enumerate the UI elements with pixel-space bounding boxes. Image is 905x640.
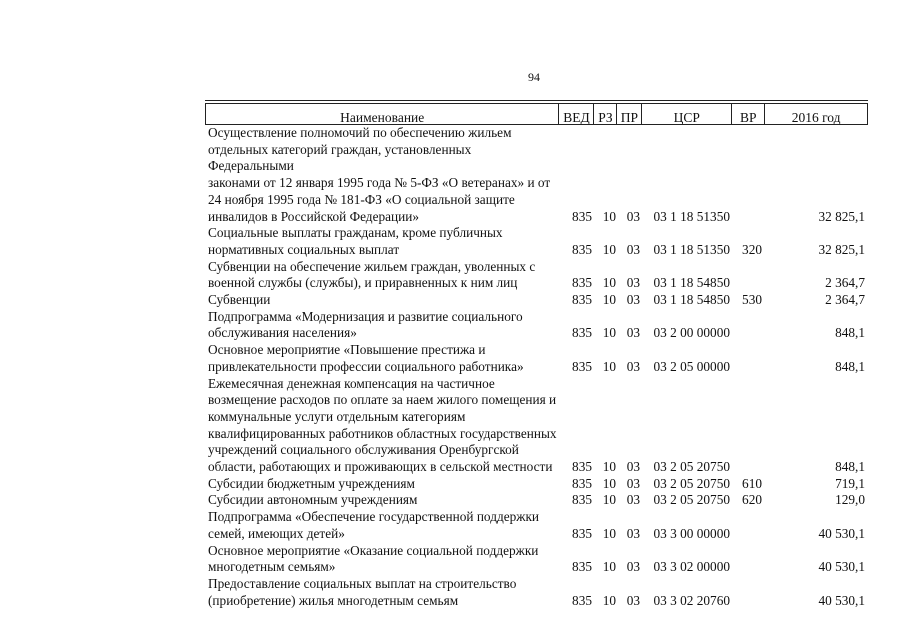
row-rz: 10 [602,241,616,257]
row-amount: 32 825,1 [818,208,865,224]
header-csr: ЦСР [642,104,732,124]
row-pr: 03 [626,292,640,308]
row-name [205,125,559,225]
header-vr: ВР [732,104,765,124]
row-amount: 848,1 [835,325,865,341]
row-pr: 03 [626,592,640,608]
row-csr: 03 1 18 51350 [653,208,730,224]
row-pr: 03 [626,559,640,575]
row-pr: 03 [626,325,640,341]
row-csr: 03 2 05 20750 [653,492,730,508]
row-ved: 835 [572,358,592,374]
row-rz: 10 [602,292,616,308]
row-pr: 03 [626,459,640,475]
header-name: Наименование [206,104,559,124]
header-ved: ВЕД [559,104,594,124]
row-ved: 835 [572,325,592,341]
row-amount: 40 530,1 [818,592,865,608]
table-row [205,376,868,476]
row-name [205,342,559,375]
row-vr: 320 [742,241,762,257]
row-name-line: обслуживания населения» [208,325,357,341]
row-rz: 10 [602,492,616,508]
table-top-rule [205,100,868,101]
row-name-line: квалифицированных работников областных государственных [208,425,557,441]
table-row [205,309,868,342]
row-name-line: законами от 12 января 1995 года № 5-ФЗ «О ветеранах» и от [208,175,551,191]
row-pr: 03 [626,358,640,374]
table-row [205,292,868,309]
row-rz: 10 [602,592,616,608]
table-row [205,476,868,493]
table-row [205,543,868,576]
row-ved: 835 [572,208,592,224]
row-pr: 03 [626,492,640,508]
row-name [205,576,559,609]
row-csr: 03 3 02 20760 [653,592,730,608]
table-body [205,125,868,609]
row-rz: 10 [602,475,616,491]
row-name-line: Субсидии бюджетным учреждениям [208,475,415,491]
row-name [205,476,559,493]
row-name-line: (приобретение) жилья многодетным семьям [208,592,459,608]
row-ved: 835 [572,525,592,541]
row-amount: 848,1 [835,459,865,475]
row-rz: 10 [602,275,616,291]
row-name-line: Осуществление полномочий по обеспечению жильем [208,125,512,140]
row-name-line: Субвенции [208,292,271,308]
row-ved: 835 [572,275,592,291]
row-name [205,376,559,476]
header-pr: ПР [617,104,642,124]
row-vr: 610 [742,475,762,491]
header-rz: РЗ [594,104,617,124]
row-amount: 129,0 [835,492,865,508]
row-name [205,225,559,258]
table-row [205,225,868,258]
row-name [205,543,559,576]
row-ved: 835 [572,592,592,608]
row-ved: 835 [572,492,592,508]
row-rz: 10 [602,459,616,475]
row-name-line: семей, имеющих детей» [208,525,345,541]
row-csr: 03 1 18 54850 [653,292,730,308]
row-name-line: 24 ноября 1995 года № 181-ФЗ «О социальной защите [208,191,515,207]
row-name-line: Ежемесячная денежная компенсация на частичное [208,375,495,391]
row-csr: 03 3 02 00000 [653,559,730,575]
table-row [205,492,868,509]
row-csr: 03 2 05 00000 [653,358,730,374]
table-row [205,125,868,225]
row-ved: 835 [572,475,592,491]
row-csr: 03 1 18 54850 [653,275,730,291]
row-amount: 719,1 [835,475,865,491]
row-amount: 40 530,1 [818,559,865,575]
row-name-line: многодетным семьям» [208,559,336,575]
row-name [205,492,559,509]
table-row [205,259,868,292]
row-amount: 32 825,1 [818,241,865,257]
table-row [205,342,868,375]
row-name-line: нормативных социальных выплат [208,241,400,257]
row-name [205,309,559,342]
row-csr: 03 1 18 51350 [653,241,730,257]
row-rz: 10 [602,525,616,541]
row-name-line: Субвенции на обеспечение жильем граждан, уволенных с [208,258,536,274]
row-amount: 2 364,7 [825,292,865,308]
row-name-line: возмещение расходов по оплате за наем жилого помещения и [208,392,557,408]
row-vr: 530 [742,292,762,308]
row-name-line: области, работающих и проживающих в сельской местности [208,459,553,475]
row-rz: 10 [602,559,616,575]
row-csr: 03 2 05 20750 [653,459,730,475]
row-pr: 03 [626,525,640,541]
row-name-line: инвалидов в Российской Федерации» [208,208,420,224]
row-ved: 835 [572,459,592,475]
budget-table [205,100,868,609]
row-name-line: военной службы (службы), и приравненных к ним лиц [208,275,518,291]
row-pr: 03 [626,475,640,491]
row-name [205,292,559,309]
row-csr: 03 2 05 20750 [653,475,730,491]
row-ved: 835 [572,241,592,257]
row-name [205,259,559,292]
row-name-line: Основное мероприятие «Повышение престижа и [208,342,486,358]
row-name-line: привлекательности профессии социального работника» [208,358,524,374]
row-ved: 835 [572,292,592,308]
table-row [205,576,868,609]
table-header [205,103,868,125]
row-name-line: отдельных категорий граждан, установленных Федеральными [208,141,472,174]
row-name-line: коммунальные услуги отдельным категориям [208,408,466,424]
row-name [205,509,559,542]
row-ved: 835 [572,559,592,575]
row-amount: 848,1 [835,358,865,374]
row-name-line: Социальные выплаты гражданам, кроме публичных [208,225,503,241]
row-rz: 10 [602,358,616,374]
header-year: 2016 год [765,104,868,124]
row-amount: 40 530,1 [818,525,865,541]
row-pr: 03 [626,275,640,291]
row-rz: 10 [602,208,616,224]
row-name-line: учреждений социального обслуживания Оренбургской [208,442,519,458]
row-name-line: Предоставление социальных выплат на строительство [208,575,517,591]
row-rz: 10 [602,325,616,341]
row-csr: 03 3 00 00000 [653,525,730,541]
row-vr: 620 [742,492,762,508]
row-csr: 03 2 00 00000 [653,325,730,341]
page-number: 94 [528,70,540,84]
row-name-line: Основное мероприятие «Оказание социальной поддержки [208,542,539,558]
row-pr: 03 [626,208,640,224]
row-pr: 03 [626,241,640,257]
row-name-line: Подпрограмма «Модернизация и развитие социального [208,308,523,324]
row-amount: 2 364,7 [825,275,865,291]
row-name-line: Субсидии автономным учреждениям [208,492,418,508]
row-name-line: Подпрограмма «Обеспечение государственной поддержки [208,509,540,525]
table-row [205,509,868,542]
